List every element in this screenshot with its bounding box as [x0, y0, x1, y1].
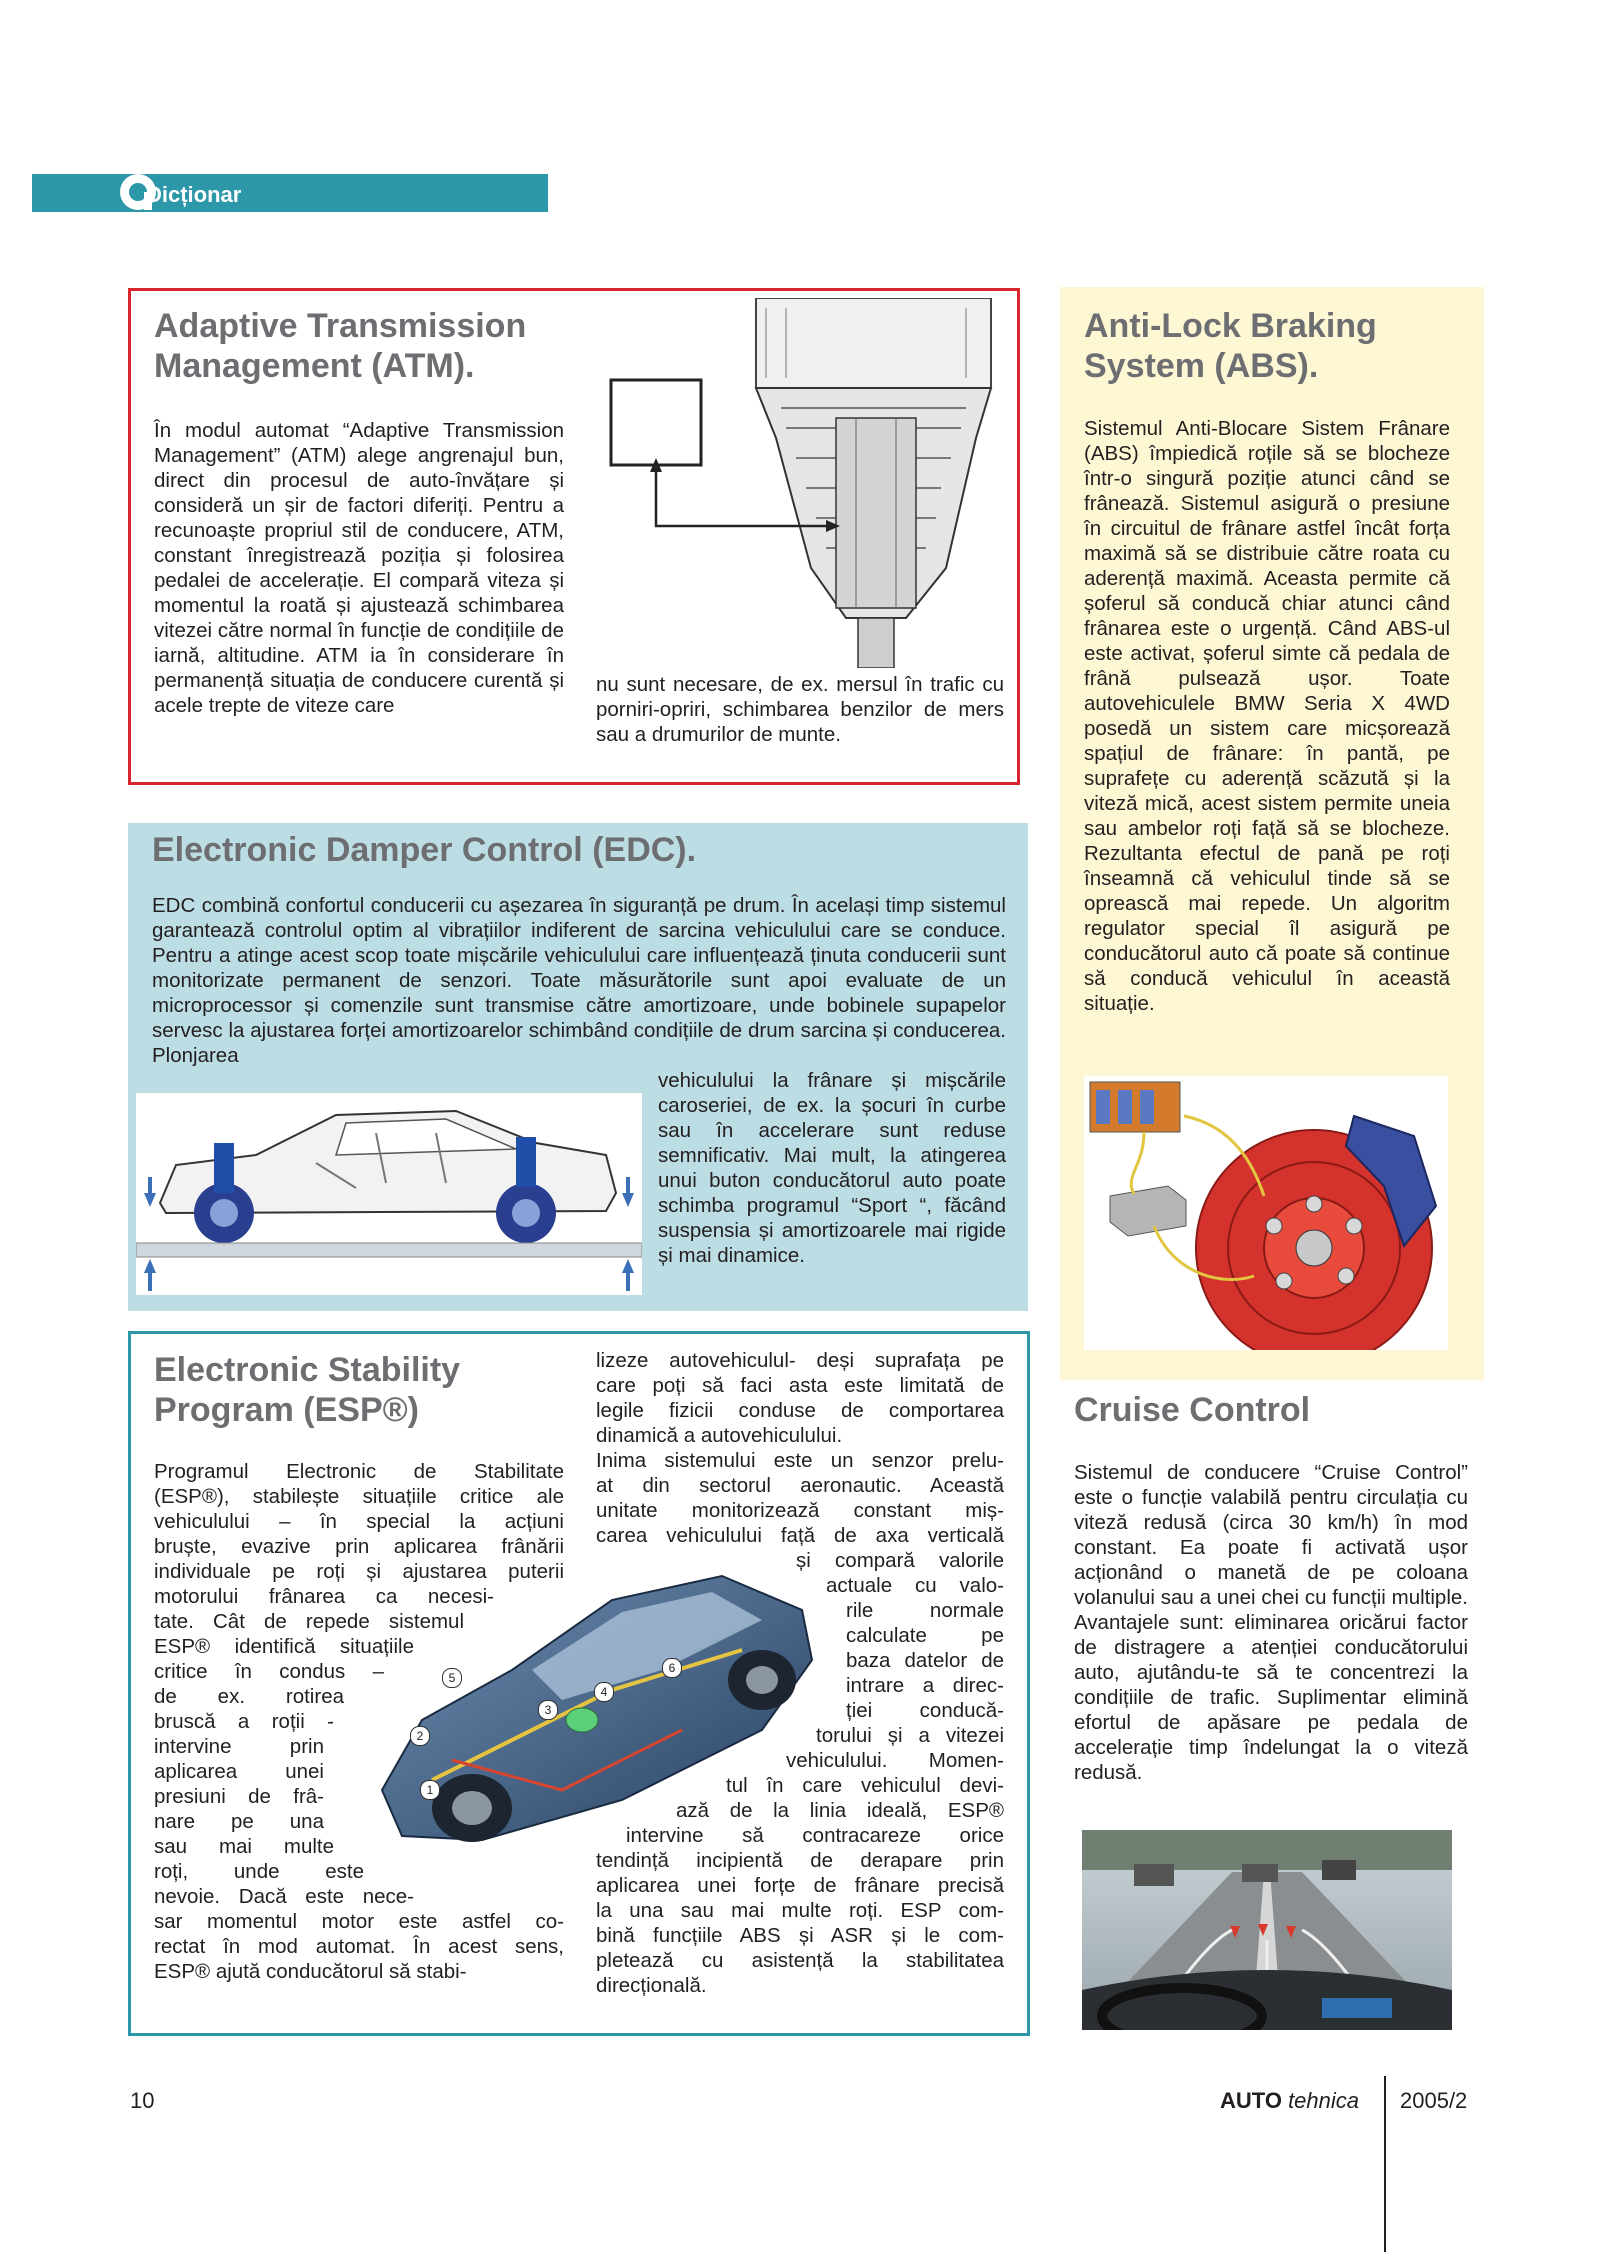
- cruise-title: Cruise Control: [1074, 1391, 1311, 1429]
- esp-text-line: individuale pe roți și ajustarea puterii: [154, 1560, 564, 1583]
- esp-text-left: [154, 1459, 564, 1984]
- esp-text-line: roți, unde este: [154, 1860, 364, 1883]
- esp-text-line: lizeze autovehiculul- deși suprafața pe: [596, 1349, 1004, 1372]
- esp-callout-3: 3: [538, 1700, 558, 1720]
- atm-text-col2: nu sunt necesare, de ex. mersul în trafic cu porniri-opriri, schimbarea benzilor de mers sau a drumurilor de munte.: [596, 673, 1004, 746]
- esp-text-line: calculate pe: [846, 1624, 1004, 1647]
- esp-text-line: actuale cu valo-: [826, 1574, 1004, 1597]
- esp-text-line: ESP® ajută conducătorul să stabi-: [154, 1960, 467, 1983]
- esp-text-line: de ex. rotirea: [154, 1685, 344, 1708]
- esp-text-line: tul în care vehiculul devi-: [726, 1774, 1004, 1797]
- esp-text-line: la una sau mai multe roți. ESP com-: [596, 1899, 1004, 1922]
- esp-text-line: direcțională.: [596, 1974, 707, 1997]
- edc-car-diagram: [136, 1093, 642, 1295]
- esp-text-line: legile fizicii conduse de comportarea: [596, 1399, 1004, 1422]
- esp-text-line: sar momentul motor este astfel co-: [154, 1910, 564, 1933]
- abs-brake-diagram: [1084, 1076, 1448, 1350]
- esp-title: Electronic Stability Program (ESP®): [154, 1351, 461, 1429]
- esp-text-line: torului și a vitezei: [816, 1724, 1004, 1747]
- esp-text-line: motorului frânarea ca necesi-: [154, 1585, 494, 1608]
- abs-text: Sistemul Anti-Blocare Sistem Frânare (ABS) împiedică roțile să se blocheze într-o singură poziție atunci când se frânează. Sistemul asigură o presiune în circuitul de frânare astfel încât forța maximă să se distribuie către roata cu aderență maximă. Aceasta permite că șoferul să conducă chiar atunci când frânarea este o urgență. Când ABS-ul este activat, șoferul simte că pedala de frână pulsează ușor. Toate autovehiculele BMW Seria X 4WD posedă un sistem care micșorează spațiul de frânare: în pantă, pe suprafețe cu aderență scăzută și la viteză mică, acest sistem permite uneia sau ambelor roți față să se blocheze. Rezultanta efectul de pană pe roți înseamnă că vehiculul tinde să se oprească mai repede. Un algoritm regulator special îl asigură pe conducătorul auto că poate să continue să conducă vehiculul în această situație.: [1084, 417, 1450, 1015]
- edc-text-right: vehiculului la frânare și mișcările caroseriei, de ex. la șocuri în curbe sau în accelerare sunt reduse semnificativ. Mai mult, la atingerea unui buton conducătorul auto poate schimba programul “Sport “, făcând suspensia și amortizoarele mai rigide și mai dinamice.: [658, 1069, 1006, 1267]
- esp-callout-2: 2: [410, 1726, 430, 1746]
- esp-callout-1: 1: [420, 1780, 440, 1800]
- transmission-diagram: [596, 298, 1006, 668]
- atm-title: Adaptive Transmission Management (ATM).: [154, 307, 527, 385]
- esp-text-line: vehiculului – în special la acțiuni: [154, 1510, 564, 1533]
- esp-text-line: bruscă a roții -: [154, 1710, 334, 1733]
- esp-text-line: intrare a direc-: [846, 1674, 1004, 1697]
- esp-text-line: presiuni de frâ-: [154, 1785, 324, 1808]
- esp-text-line: bruște, evazive prin aplicarea frânării: [154, 1535, 564, 1558]
- esp-text-line: rectat în mod automat. În acest sens,: [154, 1935, 564, 1958]
- esp-text-line: Inima sistemului este un senzor prelu-: [596, 1449, 1004, 1472]
- esp-text-line: nevoie. Dacă este nece-: [154, 1885, 414, 1908]
- cruise-text: Sistemul de conducere “Cruise Control” este o funcție valabilă pentru circulația cu viteză redusă (circa 30 km/h) în mod constant. Ea poate fi activată ușor acționând o manetă de pe coloana volanului sau a unei chei cu funcții multiple. Avantajele sunt: eliminarea oricărui factor de distragere a atenției conducătorului auto, ajutându-te să te concentrezi la condițiile de trafic. Suplimentar elimină efortul de apăsare pe pedala de accelerație timp îndelungat la o viteză redusă.: [1074, 1461, 1468, 1784]
- esp-text-line: at din sectorul aeronautic. Această: [596, 1474, 1004, 1497]
- esp-text-line: aplicarea unei forțe de frânare precisă: [596, 1874, 1004, 1897]
- footer-divider: [1384, 2076, 1386, 2252]
- esp-text-line: ției conducă-: [846, 1699, 1004, 1722]
- cruise-road-photo: [1082, 1830, 1452, 2030]
- atm-text-col1: În modul automat “Adaptive Transmission Management” (ATM) alege angrenajul bun, direct din procesul de auto-învățare și consideră un șir de factori diferiți. Pentru a recunoaște propriul stil de conducere, ATM, constant înregistrează poziția și folosirea pedalei de accelerație. El compară viteza și momentul la roată și ajustează schimbarea vitezei către normal în funcție de condițiile de iarnă, altitudine. ATM ia în considerare în permanență situația de conducere curentă și acele trepte de viteze care: [154, 419, 564, 717]
- abs-title: Anti-Lock Braking System (ABS).: [1084, 307, 1377, 385]
- esp-text-line: care poți să faci asta este limitată de: [596, 1374, 1004, 1397]
- esp-text-line: (ESP®), stabilește situațiile critice ale: [154, 1485, 564, 1508]
- esp-text-line: sau mai multe: [154, 1835, 334, 1858]
- esp-text-line: bină funcțiile ABS și ASR și le com-: [596, 1924, 1004, 1947]
- esp-text-line: vehiculului. Momen-: [786, 1749, 1004, 1772]
- esp-text-line: baza datelor de: [846, 1649, 1004, 1672]
- esp-text-line: ESP® identifică situațiile: [154, 1635, 414, 1658]
- esp-text-line: carea vehiculului față de axa verticală: [596, 1524, 1004, 1547]
- magazine-brand: AUTO tehnica: [1220, 2088, 1360, 2113]
- esp-callout-6: 6: [662, 1658, 682, 1678]
- esp-text-line: dinamică a autovehiculului.: [596, 1424, 843, 1447]
- page-number: 10: [130, 2088, 155, 2113]
- edc-text-full: EDC combină confortul conducerii cu așezarea în siguranță pe drum. În același timp sistemul garantează controlul optim al vibrațiilor indiferent de sarcina vehiculului care se conduce. Pentru a atinge acest scop toate mișcările vehiculului care influențează ținuta conducerii sunt monitorizate permanent de senzori. Toate măsurătorile sunt apoi evaluate de un microprocessor și comenzile sunt transmise către amortizoare, unde bobinele supapelor servesc la ajustarea forței amortizoarelor schimbând condițiile de drum sarcina și conducerea. Plonjarea: [152, 894, 1006, 1067]
- esp-text-line: nare pe una: [154, 1810, 324, 1833]
- section-label: Dicționar: [146, 182, 242, 207]
- esp-text-line: tendință incipientă de derapare prin: [596, 1849, 1004, 1872]
- esp-text-line: ază de la linia ideală, ESP®: [676, 1799, 1004, 1822]
- edc-title: Electronic Damper Control (EDC).: [152, 831, 697, 869]
- esp-callout-4: 4: [594, 1682, 614, 1702]
- esp-text-line: aplicarea unei: [154, 1760, 324, 1783]
- esp-text-line: și compară valorile: [796, 1549, 1004, 1572]
- esp-callout-5: 5: [442, 1668, 462, 1688]
- esp-text-line: intervine prin: [154, 1735, 324, 1758]
- section-banner: [32, 174, 548, 212]
- esp-text-line: Programul Electronic de Stabilitate: [154, 1460, 564, 1483]
- esp-text-line: critice în condus –: [154, 1660, 384, 1683]
- esp-text-line: rile normale: [846, 1599, 1004, 1622]
- esp-text-line: unitate monitorizează constant miș-: [596, 1499, 1004, 1522]
- esp-text-line: pletează cu asistență la stabilitatea: [596, 1949, 1004, 1972]
- esp-text-right: [596, 1348, 1004, 1998]
- esp-text-line: tate. Cât de repede sistemul: [154, 1610, 464, 1633]
- issue-number: 2005/2: [1400, 2088, 1468, 2113]
- esp-text-line: intervine să contracareze orice: [626, 1824, 1004, 1847]
